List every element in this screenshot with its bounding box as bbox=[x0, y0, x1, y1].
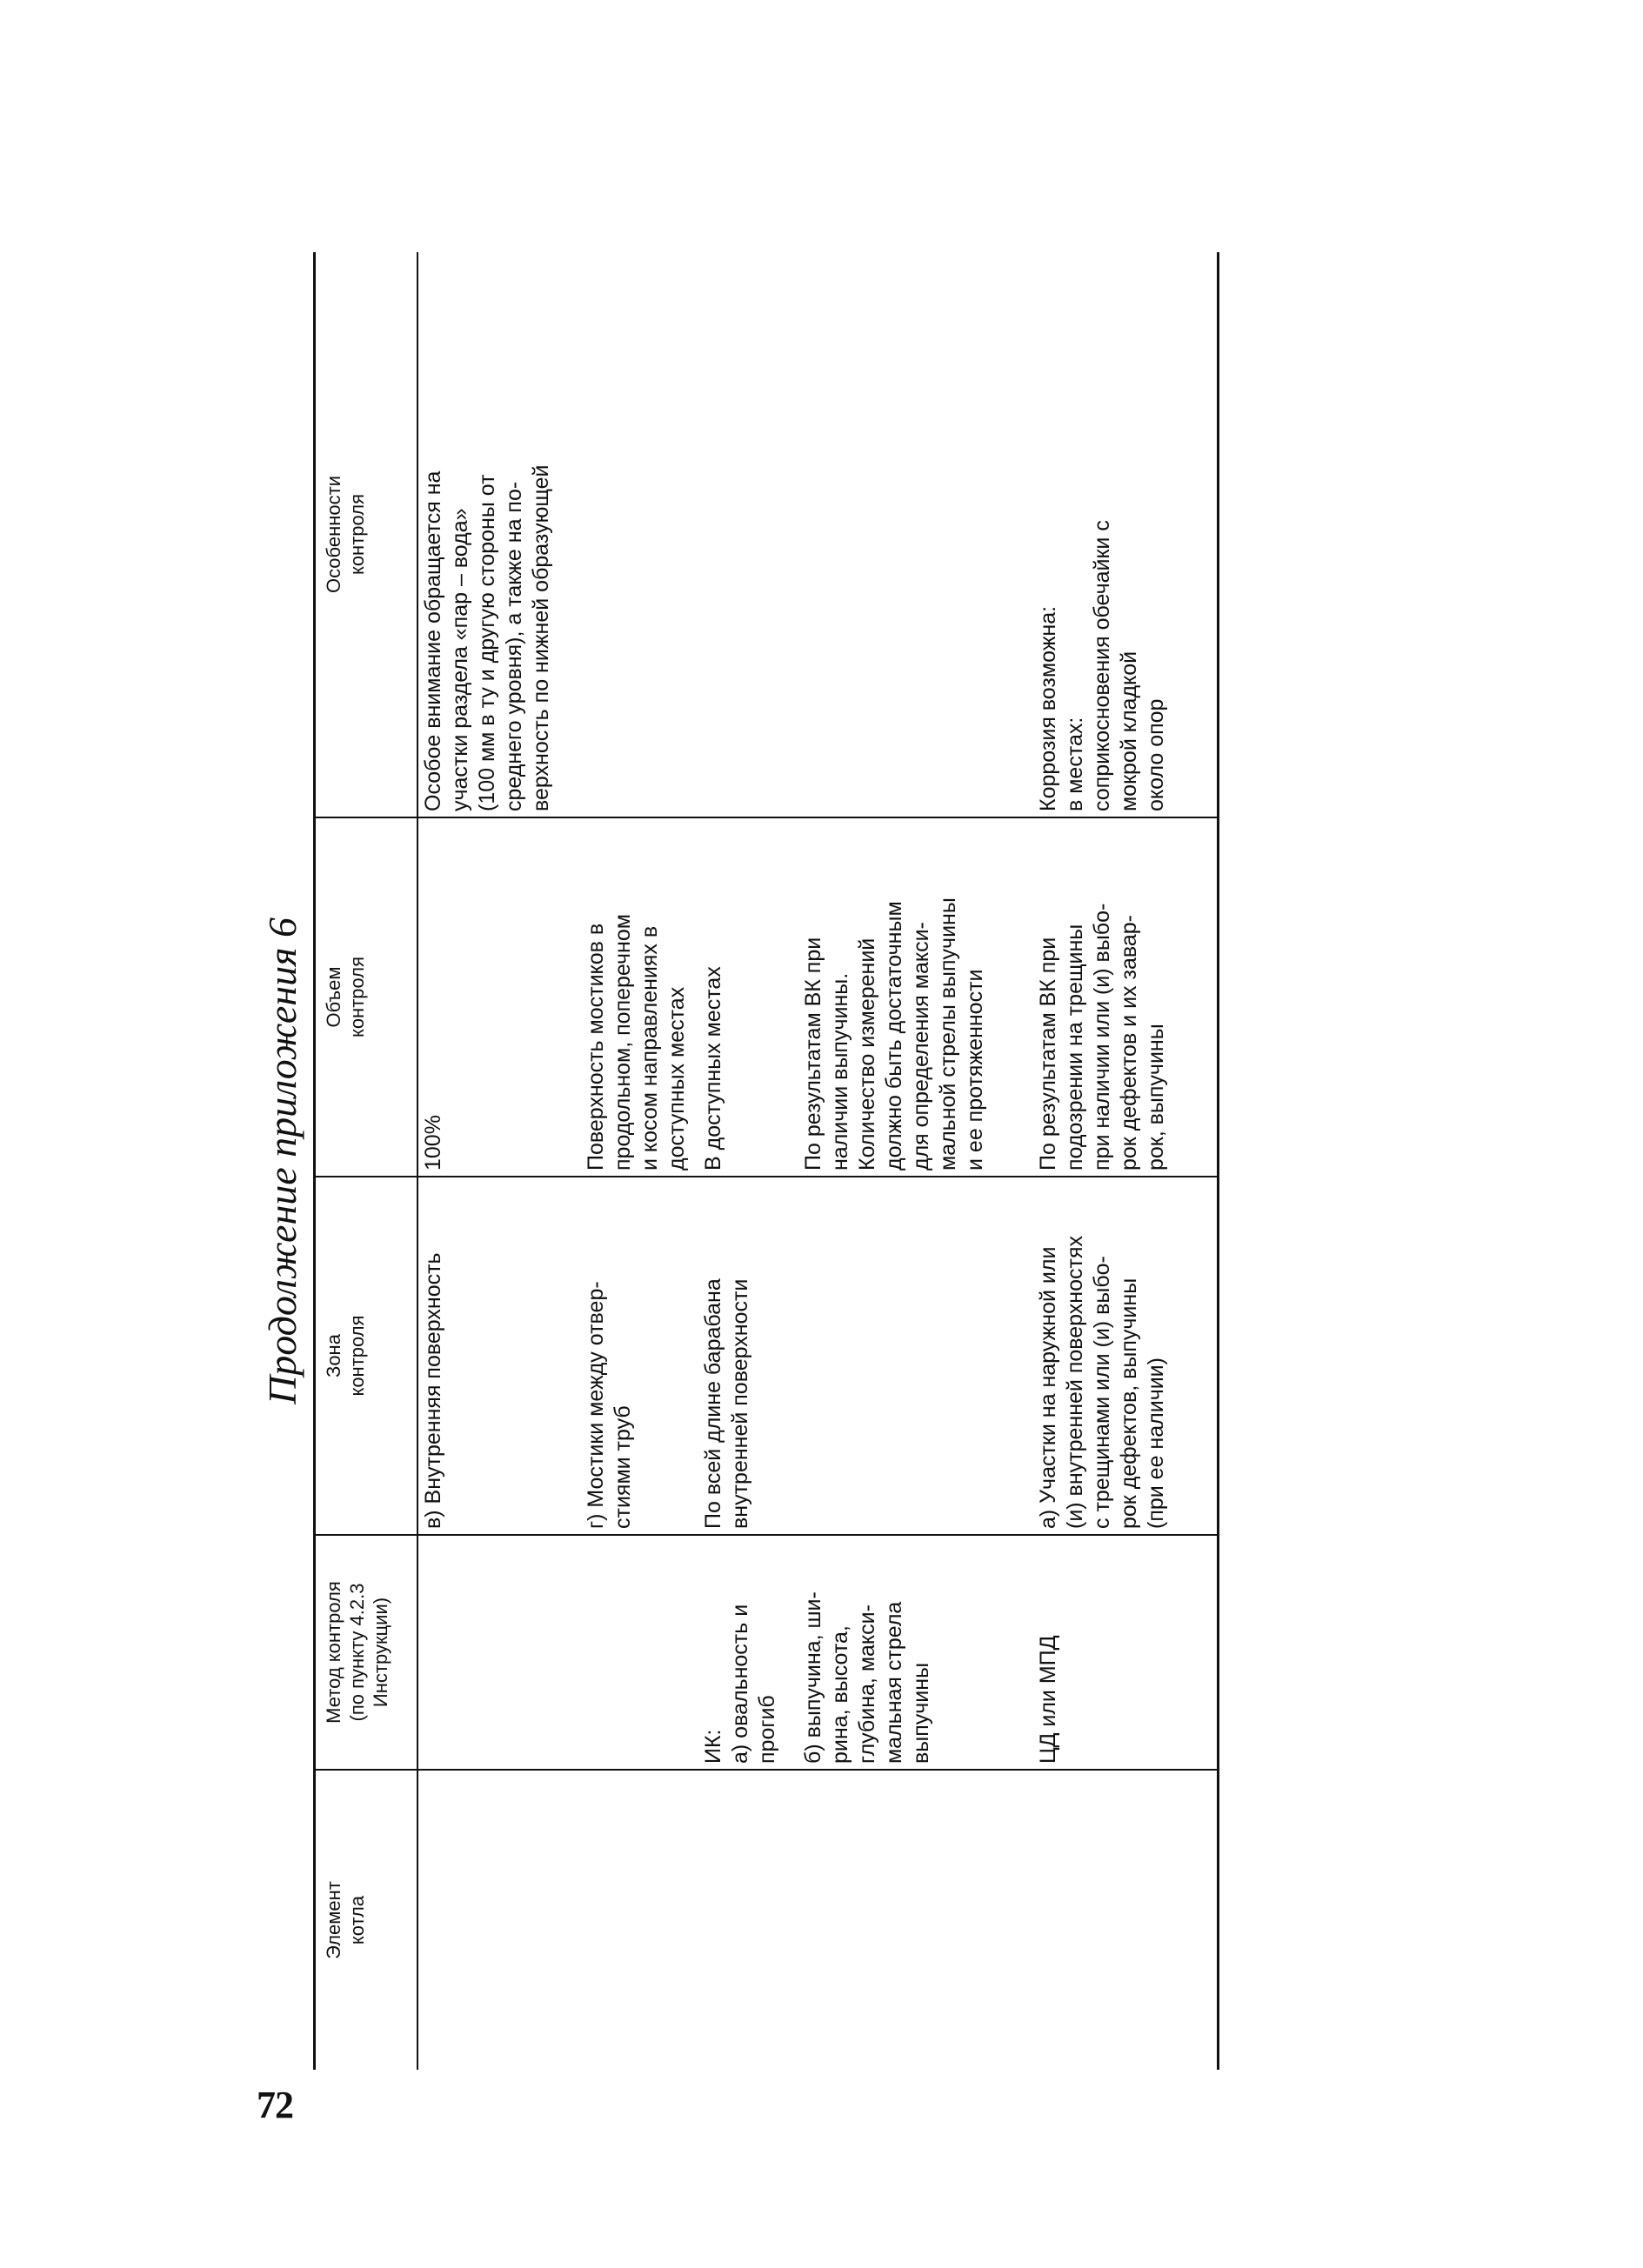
table-header-row bbox=[315, 252, 418, 2070]
cell-features: Коррозия возможна: в местах: соприкосновения обечайки с мокрой кладкой около опор bbox=[1035, 252, 1218, 817]
page-number: 72 bbox=[257, 2084, 293, 2126]
continuation-title: Продолжение приложения 6 bbox=[260, 917, 304, 1404]
cell-volume: По результатам ВК при наличии выпучины. Количество измерений должно быть достаточным для определения макси- мальной стрелы выпучины и ее протяженности bbox=[800, 817, 1035, 1177]
cell-element bbox=[800, 1770, 1035, 2070]
header-method: Метод контроля (по пункту 4.2.3 Инструкции) bbox=[315, 1535, 418, 1770]
cell-method bbox=[583, 1535, 700, 1770]
cell-zone: По всей длине барабана внутренней поверхности bbox=[700, 1177, 800, 1535]
cell-volume: 100% bbox=[417, 817, 583, 1177]
table-row bbox=[583, 252, 700, 2070]
cell-features bbox=[800, 252, 1035, 817]
cell-zone: г) Мостики между отвер- стиями труб bbox=[583, 1177, 700, 1535]
cell-volume: Поверхность мостиков в продольном, поперечном и косом направлениях в доступных местах bbox=[583, 817, 700, 1177]
cell-zone bbox=[800, 1177, 1035, 1535]
cell-method: ИК: а) овальность и прогиб bbox=[700, 1535, 800, 1770]
cell-features: Особое внимание обращается на участки раздела «пар – вода» (100 мм в ту и другую стороны от среднего уровня), а также на по- верхность по нижней образующей bbox=[417, 252, 583, 817]
header-volume: Объем контроля bbox=[315, 817, 418, 1177]
table-row bbox=[700, 252, 800, 2070]
header-features: Особенности контроля bbox=[315, 252, 418, 817]
rotated-table-block bbox=[244, 252, 1409, 2070]
control-table bbox=[313, 252, 1219, 2070]
cell-method bbox=[417, 1535, 583, 1770]
cell-features bbox=[700, 252, 800, 817]
cell-element bbox=[583, 1770, 700, 2070]
table-row bbox=[417, 252, 583, 2070]
header-zone: Зона контроля bbox=[315, 1177, 418, 1535]
cell-zone: в) Внутренняя поверхность bbox=[417, 1177, 583, 1535]
cell-volume: В доступных местах bbox=[700, 817, 800, 1177]
cell-method: ЦД или МПД bbox=[1035, 1535, 1218, 1770]
cell-element bbox=[700, 1770, 800, 2070]
cell-features bbox=[583, 252, 700, 817]
cell-element bbox=[417, 1770, 583, 2070]
cell-method: б) выпучина, ши- рина, высота, глубина, макси- мальная стрела выпучины bbox=[800, 1535, 1035, 1770]
header-element: Элемент котла bbox=[315, 1770, 418, 2070]
table-row bbox=[1035, 252, 1218, 2070]
cell-zone: а) Участки на наружной или (и) внутренней поверхностях с трещинами или (и) выбо- рок дефектов, выпучины (при ее наличии) bbox=[1035, 1177, 1218, 1535]
cell-element bbox=[1035, 1770, 1218, 2070]
table-row bbox=[800, 252, 1035, 2070]
cell-volume: По результатам ВК при подозрении на трещины при наличии или (и) выбо- рок дефектов и их завар- рок, выпучины bbox=[1035, 817, 1218, 1177]
